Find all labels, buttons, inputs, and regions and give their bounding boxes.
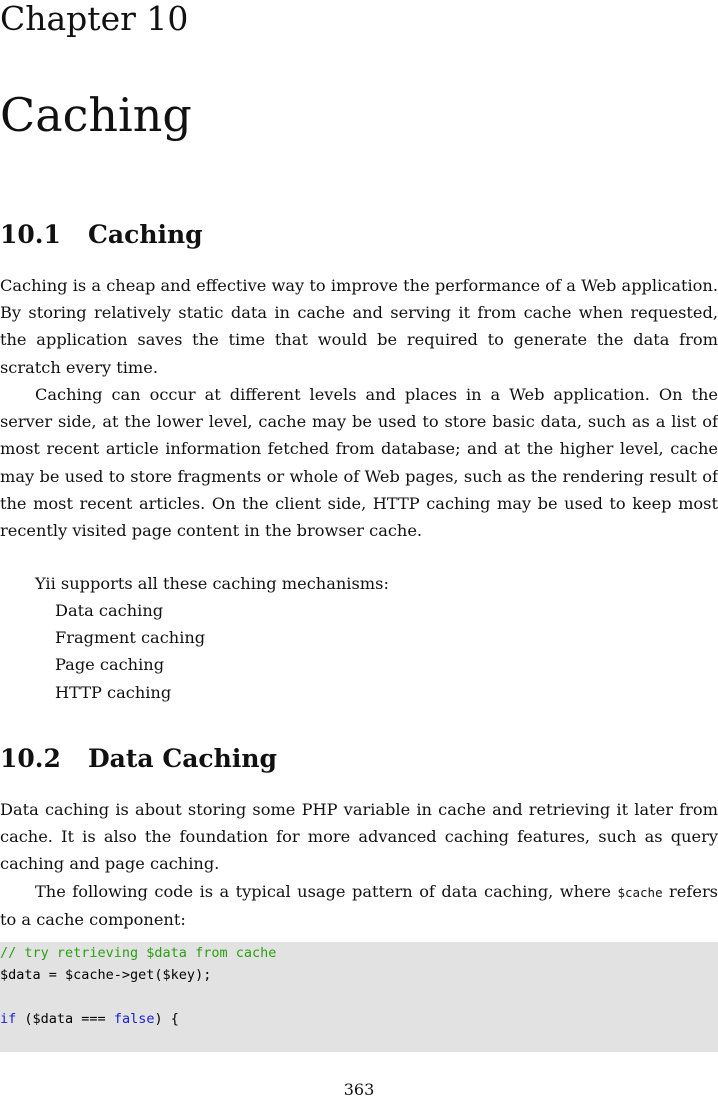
code-keyword: false [113,1011,155,1027]
paragraph: Yii supports all these caching mechanisms: [35,574,389,593]
section-heading-10-2 [0,744,277,774]
code-comment: // try retrieving $data from cache [0,945,277,961]
section-title: Data Caching [88,744,277,773]
page-number: 363 [343,1080,375,1099]
code-text: ($data === [16,1011,114,1027]
paragraph: Data caching is about storing some PHP variable in cache and retrieving it later from cache. It is also the foundation for more advanced caching features, such as query caching and page caching. [0,800,718,874]
list-item: Data caching [55,601,164,620]
list-item: Fragment caching [55,628,206,648]
section-title: Caching [88,220,203,249]
code-line [0,942,718,964]
chapter-label: Chapter 10 [0,0,189,38]
code-line [0,986,718,1008]
section-heading-10-1 [0,220,203,250]
code-block [0,942,718,1052]
paragraph: Caching can occur at different levels and places in a Web application. On the server side, at the lower level, cache may be used to store basic data, such as a list of most recent article information fetched from database; and at the higher level, cache may be used to store fragments or whole of Web pages, such as the rendering result of the most recent articles. On the client side, HTTP caching may be used to keep most recently visited page content in the browser cache. [0,385,718,541]
chapter-title: Caching [0,88,192,142]
inline-code: $cache [617,885,663,900]
list-item: HTTP caching [55,682,172,702]
paragraph [0,878,718,933]
code-keyword: if [0,1011,17,1027]
code-line [0,1008,718,1030]
code-text: ) { [154,1011,179,1027]
paragraph-tail: refers to a cache component: [0,882,718,930]
section-number: 10.2 [0,744,61,773]
paragraph: Caching is a cheap and effective way to improve the performance of a Web application. By storing relatively static data in cache and serving it from cache when requested, the application saves the time that would be required to generate the data from scratch every time. [0,276,718,377]
code-line [0,964,718,986]
caching-mechanisms-list [55,597,205,706]
code-text: $data = $cache->get($key); [0,967,212,983]
section-number: 10.1 [0,220,61,249]
list-item: Page caching [55,655,165,675]
paragraph-text: The following code is a typical usage pattern of data caching, where [35,882,611,901]
